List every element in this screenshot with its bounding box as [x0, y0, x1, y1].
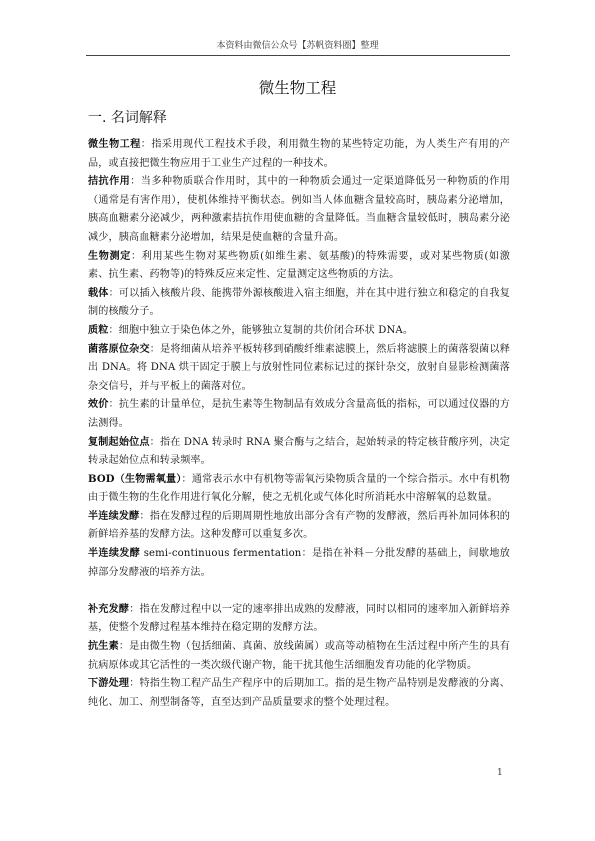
definition-text: 是将细菌从培养平板转移到硝酸纤维素滤膜上，然后将滤膜上的菌落裂菌以释出 DNA。将 DNA 烘干固定于膜上与放射性同位素标记过的探针杂交，放射自显影检测菌落杂交信号，并与平板上的菌落对位。	[88, 343, 510, 392]
definition-entry	[88, 545, 510, 582]
definition-term: 下游处理	[88, 678, 130, 690]
definitions-list	[88, 136, 510, 712]
definition-text: 通常表示水中有机物等需氧污染物质含量的一个综合指示。水中有机物由于微生物的生化作用进行氧化分解，使之无机化或气体化时所消耗水中溶解氧的总数量。	[88, 473, 510, 504]
definition-term: 复制起始位点	[88, 436, 150, 448]
definition-entry	[88, 471, 510, 508]
definition-text: 指在发酵过程的后期周期性地放出部分含有产物的发酵液，然后再补加同体积的新鲜培养基的发酵方法。这种发酵可以重复多次。	[88, 510, 510, 541]
definition-text: 抗生素的计量单位，是抗生素等生物制品有效成分含量高低的指标，可以通过仪器的方法测得。	[88, 399, 510, 429]
definition-entry	[88, 285, 510, 322]
page-number: 1	[497, 768, 503, 778]
definition-entry	[88, 638, 510, 675]
term-separator: ：	[130, 176, 141, 188]
definition-entry	[88, 322, 510, 341]
definition-entry	[88, 508, 510, 545]
term-separator: ：	[108, 324, 119, 336]
definition-text: 利用某些生物对某些物质(如维生素、氨基酸)的特殊需要，或对某些物质(如激素、抗生素、药物等)的特殊反应来定性、定量测定这些物质的方法。	[88, 250, 510, 281]
definition-entry	[88, 136, 510, 173]
definition-text: 是由微生物（包括细菌、真菌、放线菌属）或高等动植物在生活过程中所产生的具有抗病原体或其它活性的一类次级代谢产物，能干扰其他生活细胞发育功能的化学物质。	[88, 641, 510, 671]
header-divider	[86, 55, 510, 56]
term-separator: ：	[108, 287, 119, 299]
definition-term: 微生物工程	[88, 139, 141, 150]
term-separator: ：	[129, 678, 140, 690]
definition-term: 质粒	[88, 324, 109, 336]
definition-term: 抗生素	[88, 641, 119, 653]
definition-text: 特指生物工程产品生产程序中的后期加工。指的是生物产品特别是发酵液的分离、纯化、加工、剂型制备等，直至达到产品质量要求的整个处理过程。	[88, 678, 510, 708]
term-separator: ：	[149, 343, 161, 355]
definition-term: 效价	[88, 399, 109, 411]
definition-entry	[88, 601, 510, 638]
definition-term: 半连续发酵	[88, 510, 140, 522]
definition-term: 载体	[88, 287, 109, 299]
definition-term: 拮抗作用	[88, 176, 131, 188]
term-separator: ：	[139, 510, 150, 522]
definition-text: 指在 DNA 转录时 RNA 聚合酶与之结合，起始转录的特定核苷酸序列，决定转录起始位点和转录频率。	[88, 436, 510, 467]
definition-text: 指在发酵过程中以一定的速率排出成熟的发酵液，同时以相同的速率加入新鲜培养基，使整个发酵过程基本维持在稳定期的发酵方法。	[88, 603, 510, 634]
definition-text: 细胞中独立于染色体之外，能够独立复制的共价闭合环状 DNA。	[118, 324, 414, 336]
definition-text: semi-continuous fermentation：是指在补料－分批发酵的基础上，间歇地放掉部分发酵液的培养方法。	[88, 548, 511, 578]
definition-entry	[88, 248, 510, 285]
definition-term: 生物测定	[88, 250, 132, 262]
definition-term: 半连续发酵	[88, 548, 141, 560]
term-separator: ：	[181, 473, 192, 485]
definition-text: 当多种物质联合作用时，其中的一种物质会通过一定渠道降低另一种物质的作用（通常是有害作用），使机体维持平衡状态。例如当人体血糖含量较高时，胰岛素分泌增加，胰高血糖素分泌减少，两种激素拮抗作用使血糖的含量降低。当血糖含量较低时，胰岛素分泌减少，胰高血糖素分泌增加，结果是使血糖的含量升高。	[88, 176, 510, 243]
page-header: 本资料由微信公众号【苏帆资料圈】整理	[216, 41, 379, 51]
term-separator: ：	[118, 641, 130, 653]
term-separator: ：	[149, 436, 160, 448]
section-heading: 一. 名词解释	[88, 110, 167, 126]
definition-term: 补充发酵	[88, 603, 130, 615]
document-title: 微生物工程	[258, 79, 337, 97]
term-separator: ：	[131, 250, 142, 262]
term-separator: ：	[108, 399, 119, 411]
definition-text: 指采用现代工程技术手段，利用微生物的某些特定功能，为人类生产有用的产品，或直接把微生物应用于工业生产过程的一种技术。	[88, 139, 510, 169]
term-separator: ：	[129, 603, 140, 615]
definition-entry	[88, 173, 510, 247]
definition-entry	[88, 675, 510, 712]
term-separator: ：	[140, 139, 152, 150]
definition-text: 可以插入核酸片段、能携带外源核酸进入宿主细胞，并在其中进行独立和稳定的自我复制的核酸分子。	[88, 287, 510, 318]
definition-entry	[88, 434, 510, 471]
definition-entry	[88, 396, 510, 433]
definition-term: 菌落原位杂交	[88, 343, 150, 355]
definition-entry	[88, 341, 510, 397]
definition-term: BOD（生物需氧量）	[88, 473, 182, 485]
